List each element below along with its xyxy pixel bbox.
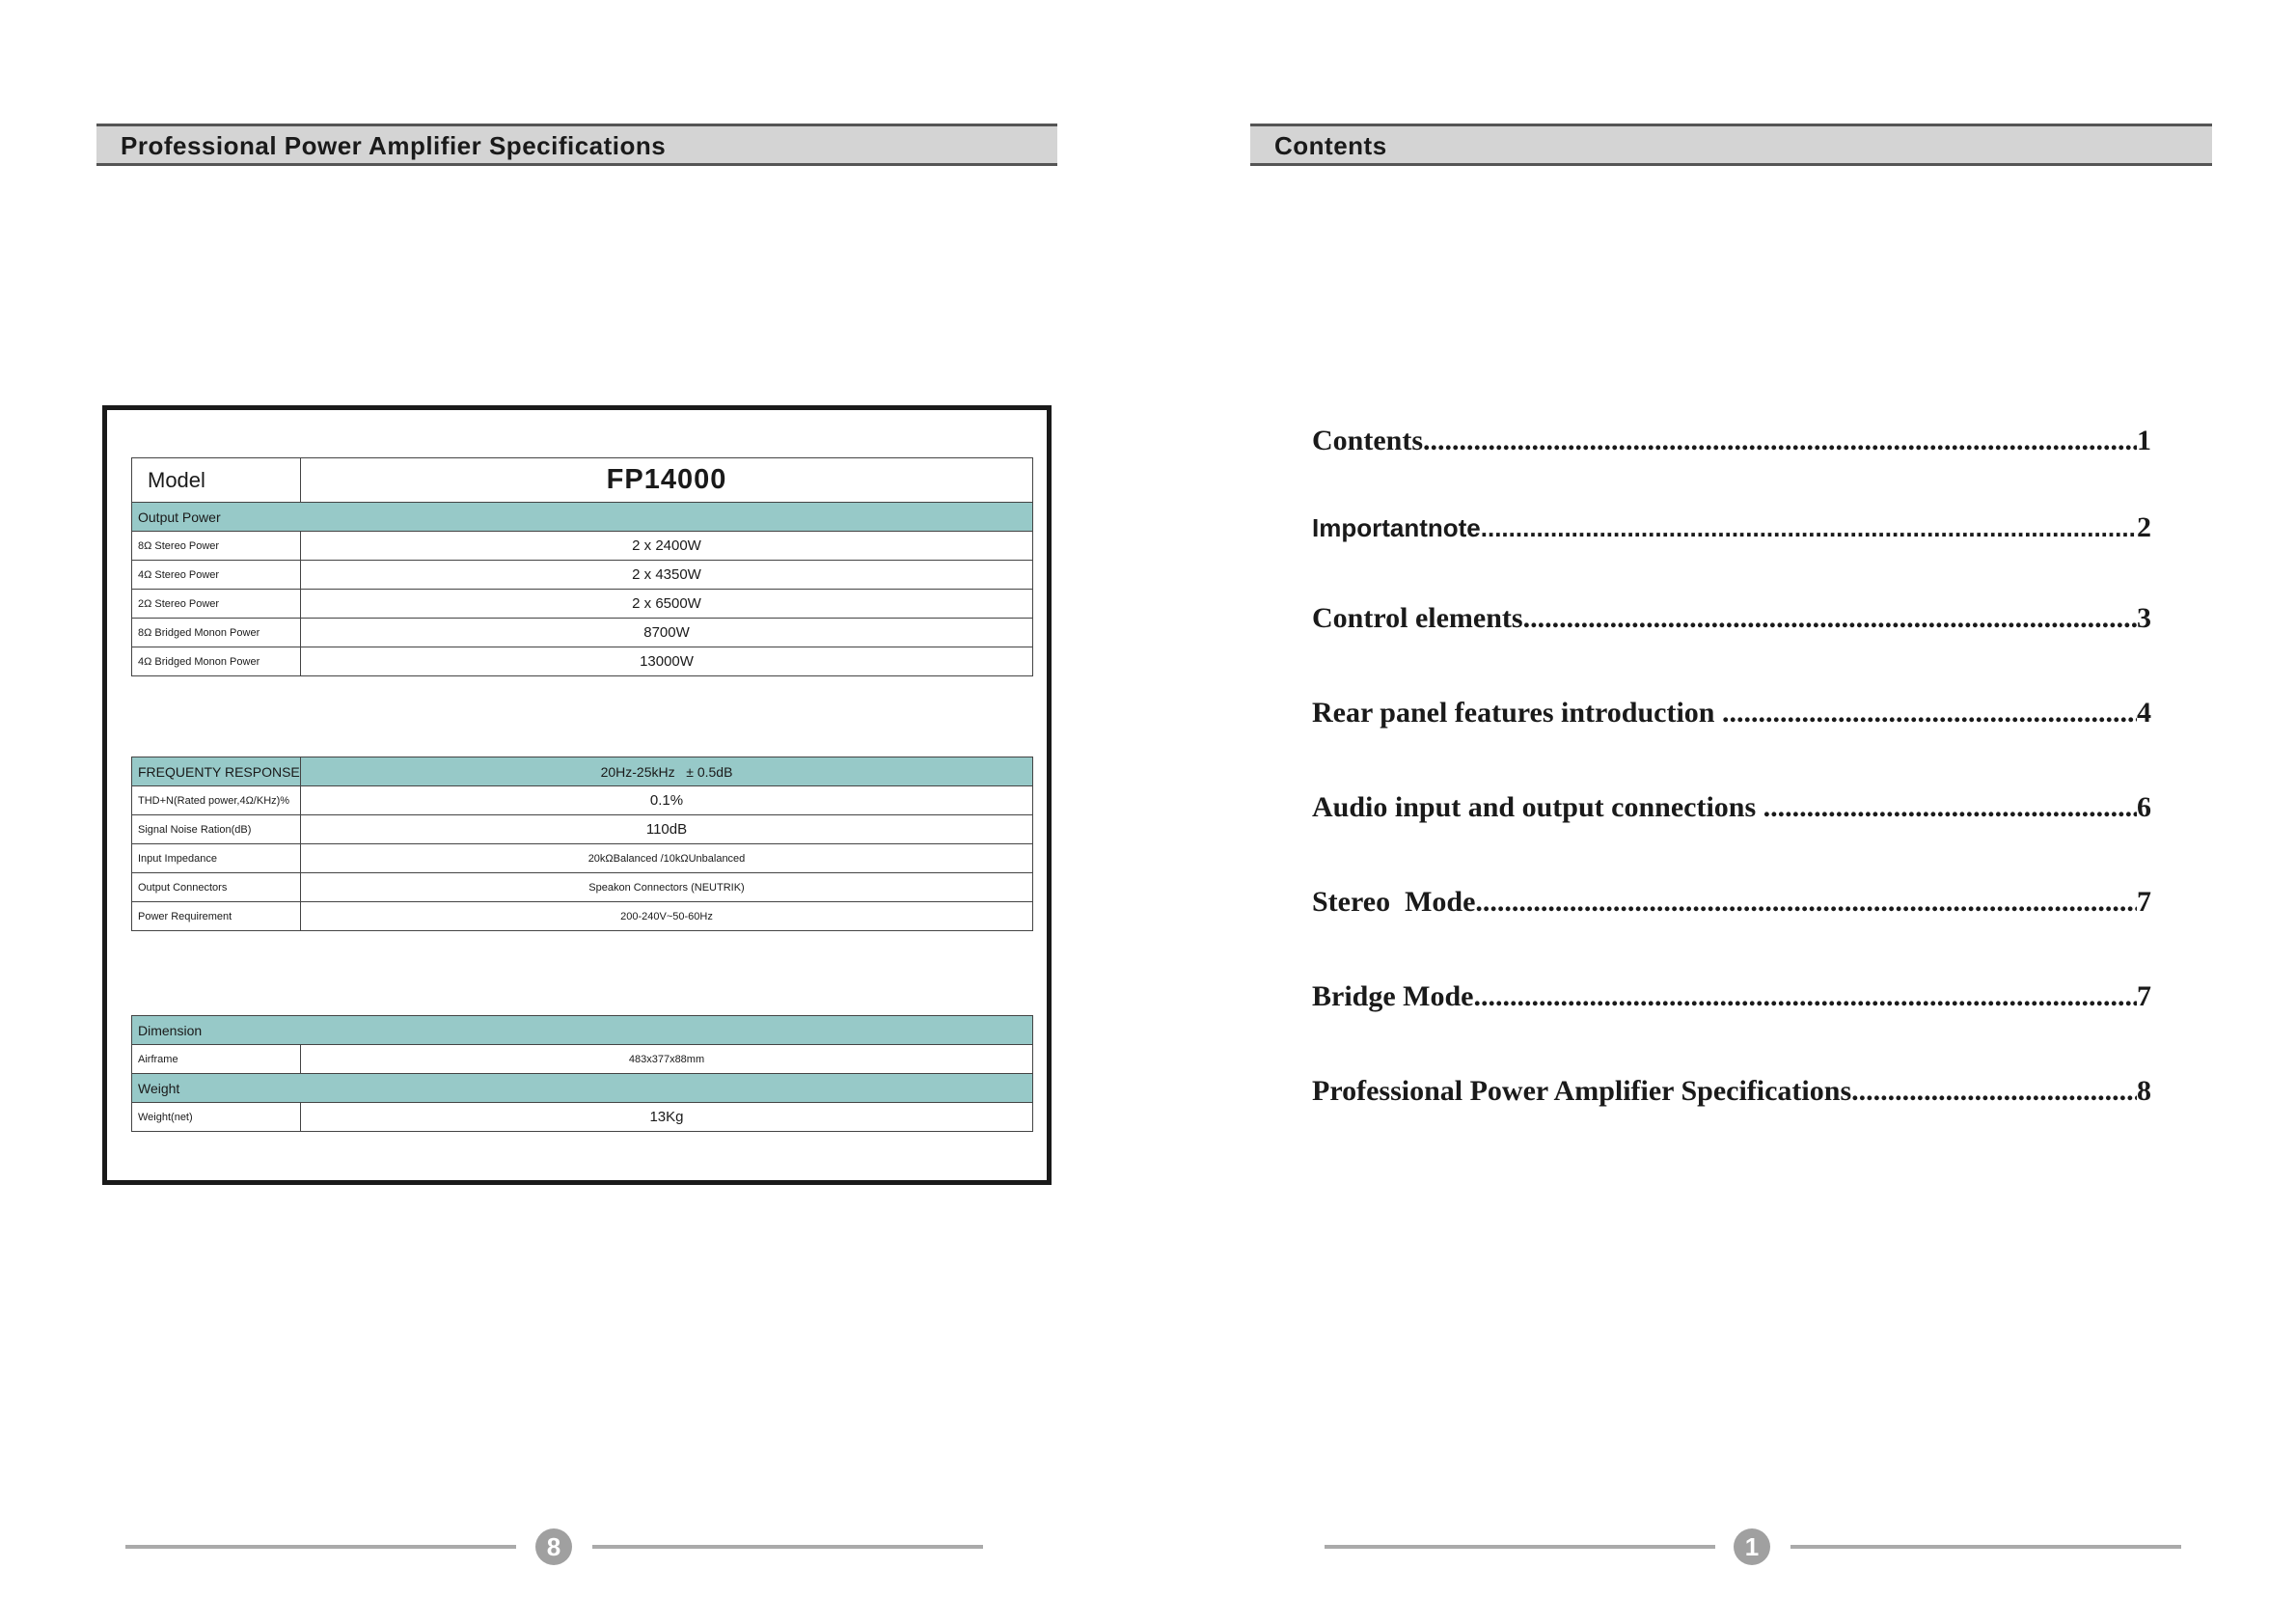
toc-entry[interactable] xyxy=(1312,602,2151,643)
toc-entry-page: 7 xyxy=(2137,980,2151,1012)
toc-entry-title: Rear panel features introduction xyxy=(1312,697,1722,729)
row-label: 4Ω Stereo Power xyxy=(132,561,301,590)
frequency-response-label: FREQUENTY RESPONSE xyxy=(132,757,301,786)
table-row xyxy=(132,844,1033,873)
row-label: Airframe xyxy=(132,1045,301,1074)
row-label: Weight(net) xyxy=(132,1103,301,1132)
toc-entry-title: Audio input and output connections xyxy=(1312,791,1763,823)
toc-entry-title: Professional Power Amplifier Specifications xyxy=(1312,1075,1852,1107)
row-value: 200-240V~50-60Hz xyxy=(301,902,1033,931)
toc-leader-dots xyxy=(1523,602,2137,635)
toc-entry-page: 2 xyxy=(2137,511,2151,543)
toc-entry[interactable] xyxy=(1312,886,2151,926)
row-value: 8700W xyxy=(301,619,1033,647)
table-row xyxy=(132,815,1033,844)
dimension-weight-table xyxy=(131,1015,1033,1132)
toc-leader-dots xyxy=(1481,513,2137,543)
row-value: 2 x 6500W xyxy=(301,590,1033,619)
weight-title: Weight xyxy=(132,1074,1033,1103)
toc-entry-page: 3 xyxy=(2137,602,2151,634)
toc-entry-page: 6 xyxy=(2137,791,2151,823)
table-row xyxy=(132,647,1033,676)
toc-entry-title: Control elements xyxy=(1312,602,1523,634)
section-row xyxy=(132,503,1033,532)
row-label: Power Requirement xyxy=(132,902,301,931)
toc-entry[interactable] xyxy=(1312,980,2151,1021)
row-value: 13000W xyxy=(301,647,1033,676)
output-power-title: Output Power xyxy=(132,503,1033,532)
row-value: 2 x 4350W xyxy=(301,561,1033,590)
toc-entry[interactable] xyxy=(1312,697,2151,737)
section-row xyxy=(132,757,1033,786)
row-value: 20kΩBalanced /10kΩUnbalanced xyxy=(301,844,1033,873)
table-row xyxy=(132,902,1033,931)
row-label: 8Ω Stereo Power xyxy=(132,532,301,561)
table-row xyxy=(132,590,1033,619)
table-row xyxy=(132,1045,1033,1074)
table-row xyxy=(132,619,1033,647)
toc-entry-title: Importantnote xyxy=(1312,513,1481,542)
section-row xyxy=(132,1074,1033,1103)
toc-entry-title: Stereo Mode xyxy=(1312,886,1476,918)
row-label: 2Ω Stereo Power xyxy=(132,590,301,619)
toc-leader-dots xyxy=(1473,980,2137,1013)
toc-entry-title: Contents xyxy=(1312,425,1424,456)
row-value: 0.1% xyxy=(301,786,1033,815)
spec-box xyxy=(102,405,1052,1185)
toc-leader-dots xyxy=(1475,886,2137,919)
footer-divider xyxy=(1790,1545,2181,1549)
table-row xyxy=(132,561,1033,590)
spec-page-header xyxy=(96,124,1057,166)
row-label: Output Connectors xyxy=(132,873,301,902)
toc-entry[interactable] xyxy=(1312,425,2151,465)
toc-entry-title: Bridge Mode xyxy=(1312,980,1474,1012)
toc-entry[interactable] xyxy=(1312,1075,2151,1115)
row-label: 4Ω Bridged Monon Power xyxy=(132,647,301,676)
toc-leader-dots xyxy=(1423,425,2137,457)
output-power-table xyxy=(131,457,1033,676)
row-label: 8Ω Bridged Monon Power xyxy=(132,619,301,647)
toc-entry[interactable] xyxy=(1312,511,2151,552)
toc-entry[interactable] xyxy=(1312,791,2151,832)
table-row xyxy=(132,532,1033,561)
row-value: 13Kg xyxy=(301,1103,1033,1132)
table-row xyxy=(132,1103,1033,1132)
row-value: 2 x 2400W xyxy=(301,532,1033,561)
row-value: 483x377x88mm xyxy=(301,1045,1033,1074)
footer-divider xyxy=(592,1545,983,1549)
toc-entry-page: 4 xyxy=(2137,697,2151,729)
row-value: Speakon Connectors (NEUTRIK) xyxy=(301,873,1033,902)
contents-page-title: Contents xyxy=(1274,131,1387,160)
footer-divider xyxy=(1325,1545,1715,1549)
toc-entry-page: 8 xyxy=(2137,1075,2151,1107)
toc-leader-dots xyxy=(1722,697,2137,729)
footer-divider xyxy=(125,1545,516,1549)
row-label: Input Impedance xyxy=(132,844,301,873)
page-number-badge: 8 xyxy=(535,1528,572,1565)
table-row xyxy=(132,786,1033,815)
general-spec-table xyxy=(131,757,1033,931)
section-row xyxy=(132,1016,1033,1045)
page-number-badge: 1 xyxy=(1734,1528,1770,1565)
row-label: THD+N(Rated power,4Ω/KHz)% xyxy=(132,786,301,815)
model-value: FP14000 xyxy=(301,458,1033,503)
spec-page-title: Professional Power Amplifier Specifications xyxy=(121,131,667,160)
model-row xyxy=(132,458,1033,503)
contents-page-header xyxy=(1250,124,2212,166)
toc-leader-dots xyxy=(1763,791,2137,824)
row-value: 110dB xyxy=(301,815,1033,844)
table-row xyxy=(132,873,1033,902)
frequency-response-value: 20Hz-25kHz ± 0.5dB xyxy=(301,757,1033,786)
row-label: Signal Noise Ration(dB) xyxy=(132,815,301,844)
toc-leader-dots xyxy=(1851,1075,2137,1108)
toc-entry-page: 7 xyxy=(2137,886,2151,918)
model-label: Model xyxy=(132,458,301,503)
toc-entry-page: 1 xyxy=(2137,425,2151,456)
dimension-title: Dimension xyxy=(132,1016,1033,1045)
